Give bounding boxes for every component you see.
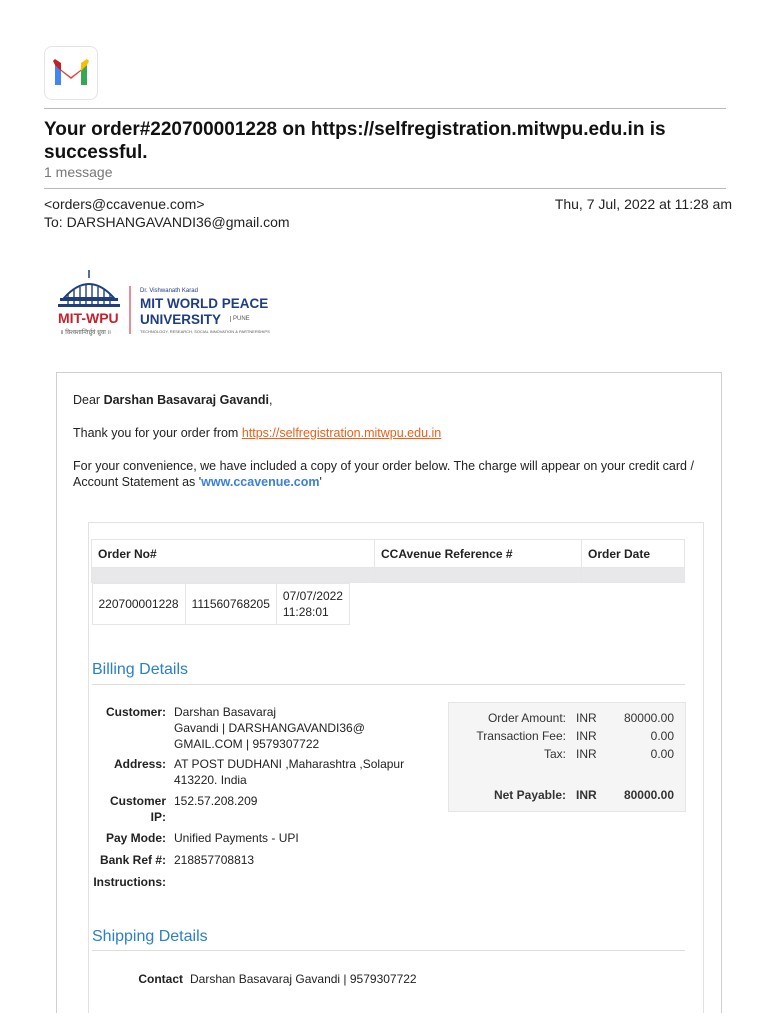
instructions-label: Instructions: — [93, 875, 166, 889]
reference-no: 111560768205 — [185, 584, 276, 625]
email-date: Thu, 7 Jul, 2022 at 11:28 am — [554, 196, 732, 212]
sender: <orders@ccavenue.com> — [44, 196, 205, 212]
meta-divider — [44, 188, 726, 189]
address-label: Address: — [113, 757, 166, 771]
logo-abbr: MIT-WPU — [58, 310, 119, 326]
order-amount-value: 80000.00 — [623, 711, 674, 725]
header-reference: CCAvenue Reference # — [375, 540, 582, 568]
header-divider — [44, 108, 726, 109]
order-amount-label: Order Amount: — [487, 711, 566, 725]
logo-line2: UNIVERSITY — [140, 312, 222, 327]
tax-value: 0.00 — [650, 747, 674, 761]
paymode-label: Pay Mode: — [105, 831, 166, 845]
paymode-value: Unified Payments - UPI — [174, 831, 299, 845]
order-table-spacer — [92, 568, 685, 583]
logo-tagline: TECHNOLOGY, RESEARCH, SOCIAL INNOVATION & PARTNERSHIPS — [140, 329, 270, 334]
contact-value: Darshan Basavaraj Gavandi | 9579307722 — [190, 972, 417, 986]
order-table-header — [92, 540, 685, 568]
net-payable-label: Net Payable: — [493, 788, 566, 802]
order-table — [91, 539, 685, 619]
tax-currency: INR — [576, 747, 597, 761]
net-payable-value: 80000.00 — [623, 788, 674, 802]
logo-city: PUNE — [230, 316, 250, 322]
address-value: AT POST DUDHANI ,Maharashtra ,Solapur 413220. India — [174, 757, 405, 787]
ccavenue-link[interactable]: www.ccavenue.com — [201, 475, 320, 489]
net-payable-currency: INR — [576, 788, 597, 802]
transaction-fee-currency: INR — [576, 729, 597, 743]
customer-value: Darshan Basavaraj Gavandi | DARSHANGAVANDI36@ GMAIL.COM | 9579307722 — [174, 705, 365, 751]
logo-small-text: Dr. Vishwanath Karad — [140, 288, 198, 294]
university-logo — [58, 268, 278, 340]
billing-divider — [92, 684, 685, 685]
gmail-logo — [44, 46, 98, 100]
ip-label: Customer IP: — [109, 794, 166, 824]
message-count: 1 message — [44, 164, 113, 180]
shipping-title: Shipping Details — [92, 928, 208, 945]
order-no: 220700001228 — [92, 584, 185, 625]
thanks-text: Thank you for your order from https://selfregistration.mitwpu.edu.in — [73, 426, 442, 440]
header-order-no: Order No# — [92, 540, 375, 568]
contact-label: Contact — [138, 972, 183, 986]
customer-label: Customer: — [105, 705, 166, 719]
transaction-fee-value: 0.00 — [650, 729, 674, 743]
bankref-label: Bank Ref #: — [99, 853, 166, 867]
email-subject: Your order#220700001228 on https://selfregistration.mitwpu.edu.in is successful. — [44, 119, 666, 163]
site-link[interactable]: https://selfregistration.mitwpu.edu.in — [241, 426, 442, 440]
logo-line1: MIT WORLD PEACE — [140, 296, 269, 311]
greeting: Dear Darshan Basavaraj Gavandi, — [73, 393, 273, 407]
order-amount-currency: INR — [576, 711, 597, 725]
gmail-icon — [45, 47, 97, 99]
billing-title: Billing Details — [92, 661, 189, 678]
customer-name: Darshan Basavaraj Gavandi — [103, 393, 269, 407]
ip-value: 152.57.208.209 — [174, 794, 258, 808]
bankref-value: 218857708813 — [174, 853, 255, 867]
header-order-date: Order Date — [582, 540, 685, 568]
transaction-fee-label: Transaction Fee: — [476, 729, 566, 743]
tax-label: Tax: — [543, 747, 566, 761]
order-date: 07/07/2022 11:28:01 — [276, 584, 349, 625]
order-table-row — [92, 583, 350, 625]
recipient: To: DARSHANGAVANDI36@gmail.com — [44, 214, 290, 230]
logo-motto: ॥ विश्वशान्तिर्ध्रुवं ध्रुवा ॥ — [60, 330, 112, 336]
shipping-divider — [92, 950, 685, 951]
convenience-text: For your convenience, we have included a copy of your order below. The charge will appear on your credit card / Account Statement as 'www.ccavenue.com' — [73, 459, 694, 489]
